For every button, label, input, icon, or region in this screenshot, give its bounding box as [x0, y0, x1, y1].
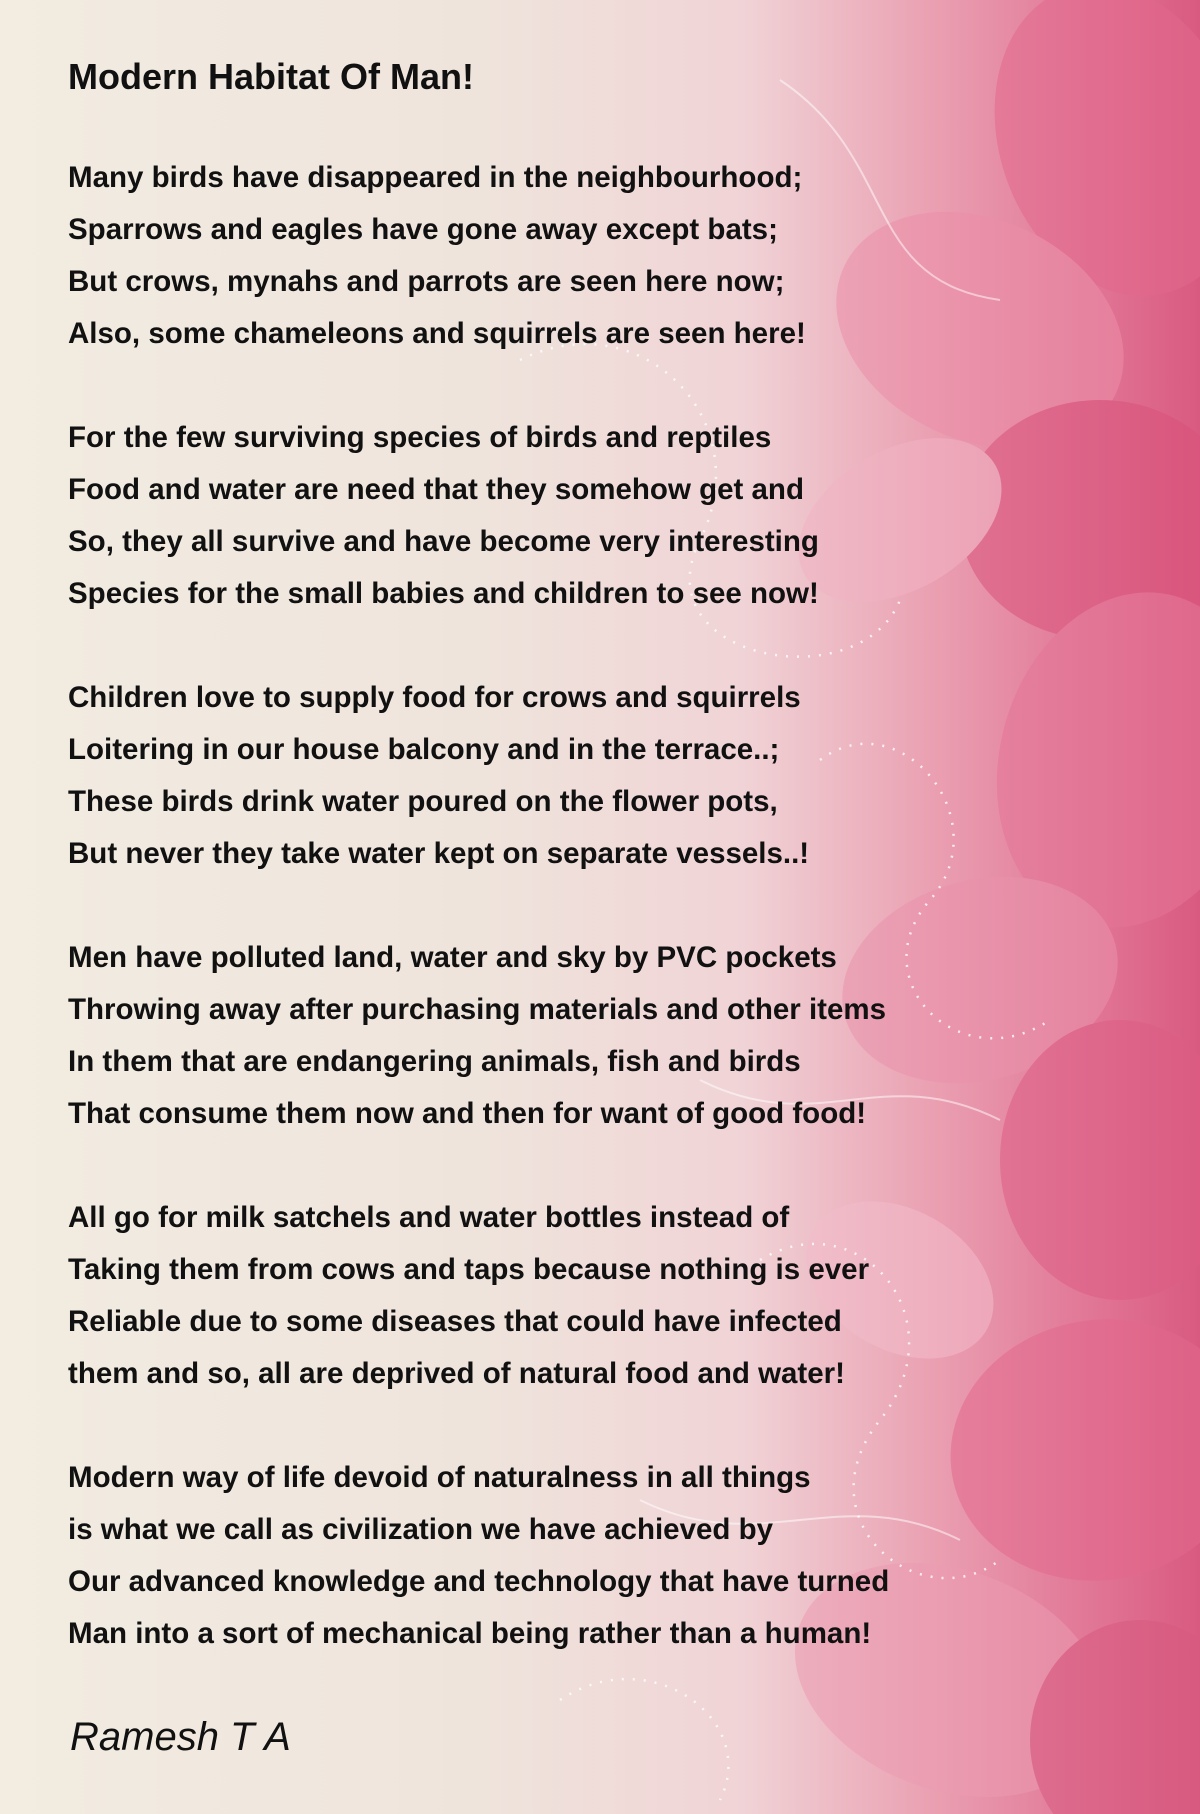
poem-line: Many birds have disappeared in the neighbourhood; [68, 161, 803, 194]
poem-line: Taking them from cows and taps because nothing is ever [68, 1253, 870, 1286]
poem-line: them and so, all are deprived of natural food and water! [68, 1357, 845, 1390]
stanza-1 [68, 152, 1118, 360]
poem-line: But crows, mynahs and parrots are seen here now; [68, 265, 785, 298]
poem-line: All go for milk satchels and water bottles instead of [68, 1201, 790, 1234]
poem [68, 48, 1118, 1660]
poem-line: Food and water are need that they somehow get and [68, 473, 804, 506]
poem-line: Throwing away after purchasing materials and other items [68, 993, 887, 1026]
poem-line: Modern way of life devoid of naturalness in all things [68, 1461, 811, 1494]
poem-line: Our advanced knowledge and technology that have turned [68, 1565, 890, 1598]
poem-line: These birds drink water poured on the flower pots, [68, 785, 778, 818]
poem-line: Also, some chameleons and squirrels are seen here! [68, 317, 806, 350]
stanza-3 [68, 672, 1118, 880]
poem-line: Men have polluted land, water and sky by PVC pockets [68, 941, 837, 974]
poem-line: Reliable due to some diseases that could have infected [68, 1305, 842, 1338]
poem-line: Sparrows and eagles have gone away except bats; [68, 213, 778, 246]
poem-line: So, they all survive and have become very interesting [68, 525, 819, 558]
stanza-4 [68, 932, 1118, 1140]
stanza-2 [68, 412, 1118, 620]
poem-title: Modern Habitat Of Man! [68, 56, 474, 97]
poem-line: Children love to supply food for crows and squirrels [68, 681, 801, 714]
poem-line: In them that are endangering animals, fish and birds [68, 1045, 801, 1078]
poem-line: Loitering in our house balcony and in the terrace..; [68, 733, 780, 766]
poem-line: That consume them now and then for want of good food! [68, 1097, 867, 1130]
poem-line: Species for the small babies and children to see now! [68, 577, 819, 610]
stanza-6 [68, 1452, 1118, 1660]
poem-line: But never they take water kept on separate vessels..! [68, 837, 810, 870]
poem-line: is what we call as civilization we have achieved by [68, 1513, 774, 1546]
poem-line: For the few surviving species of birds and reptiles [68, 421, 772, 454]
stanza-5 [68, 1192, 1118, 1400]
poem-line: Man into a sort of mechanical being rather than a human! [68, 1617, 872, 1650]
poem-author: Ramesh T A [70, 1715, 291, 1759]
